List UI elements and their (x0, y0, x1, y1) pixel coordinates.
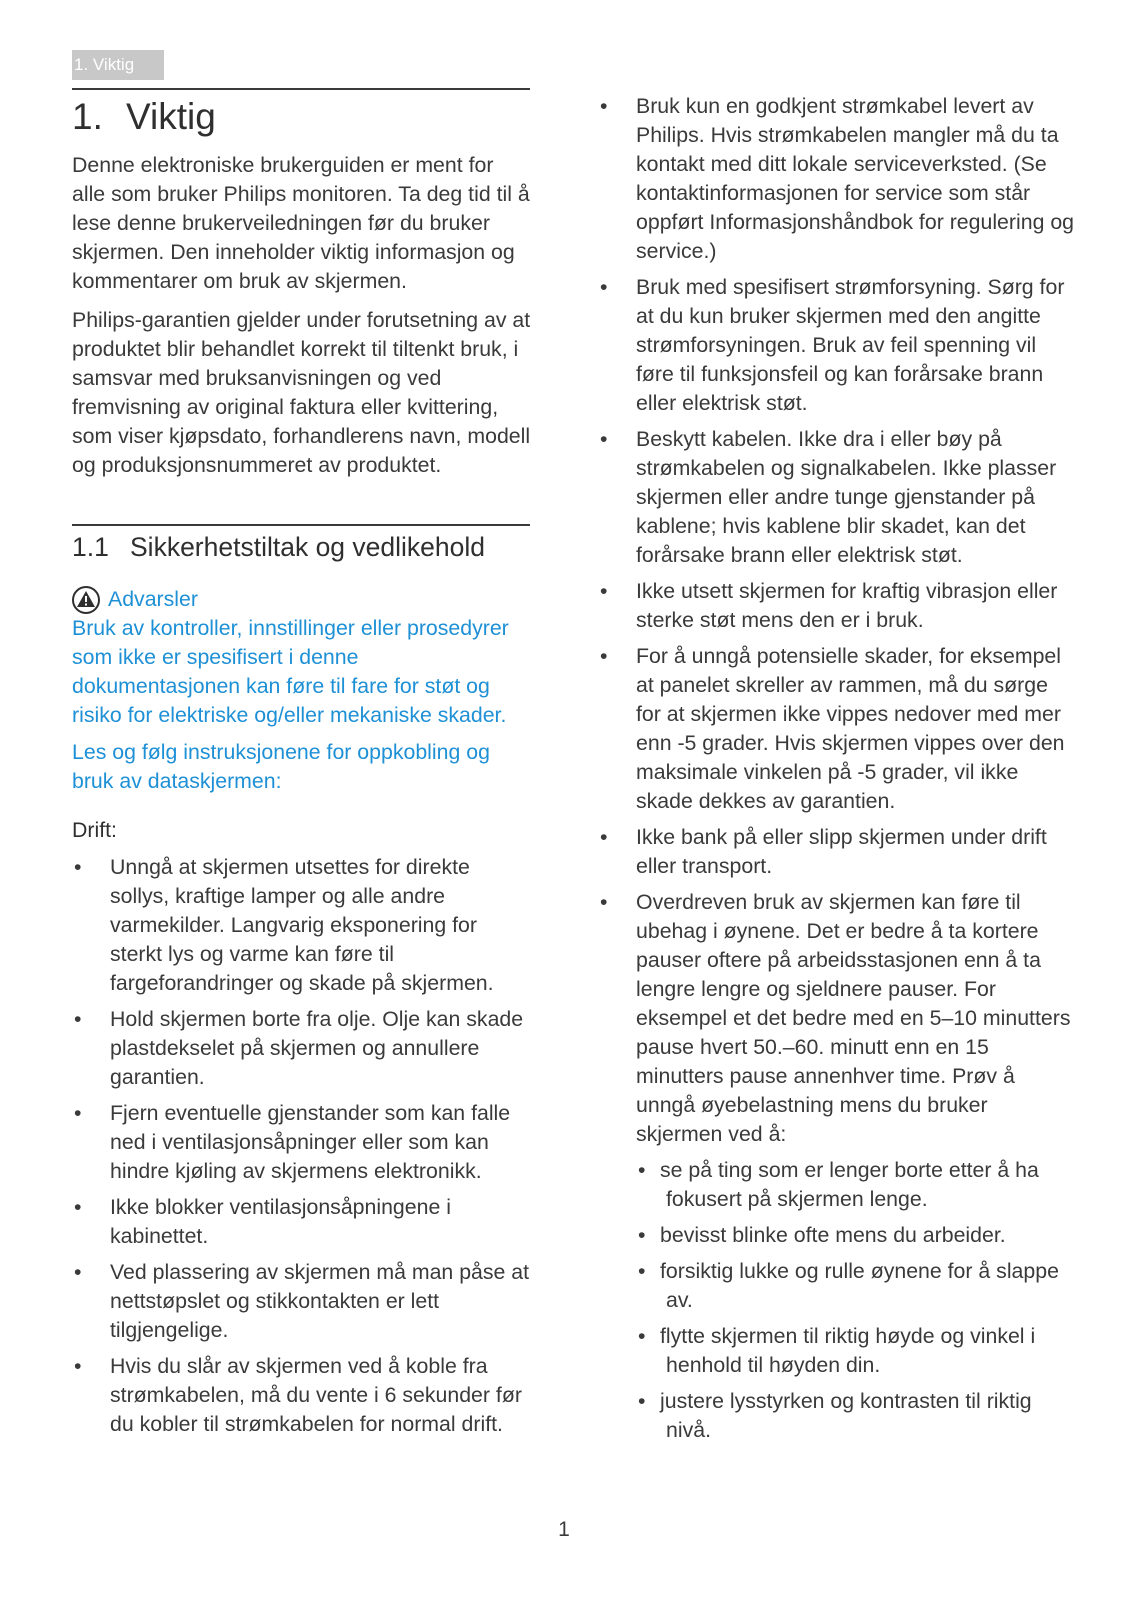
section-rule (72, 524, 530, 526)
list-item: • For å unngå potensielle skader, for eksempel at panelet skreller av rammen, må du sørge for at skjermen ikke vippes nedover med mer enn -5 grader. Hvis skjermen vippes over den maksimale vinkelen på -5 grader, vil ikke skade dekkes av garantien. (598, 642, 1078, 816)
section-heading-text: Sikkerhetstiltak og vedlikehold (130, 532, 485, 562)
header-rule (72, 88, 530, 90)
section-tab: 1. Viktig (72, 50, 164, 80)
sub-list-item: • justere lysstyrken og kontrasten til riktig nivå. (636, 1387, 1078, 1445)
list-item: • Beskytt kabelen. Ikke dra i eller bøy på strømkabelen og signalkabelen. Ikke plasser skjermen eller andre tunge gjenstander på kablene; hvis kablene blir skadet, kan det forårsake brann eller elektrisk støt. (598, 425, 1078, 570)
eye-strain-sublist (636, 1156, 1078, 1445)
list-item: • Ikke utsett skjermen for kraftig vibrasjon eller sterke støt mens den er i bruk. (598, 577, 1078, 635)
list-item: • Hvis du slår av skjermen ved å koble fra strømkabelen, må du vente i 6 sekunder før du kobler til strømkabelen for normal drift. (72, 1352, 532, 1439)
warning-text-1: Bruk av kontroller, innstillinger eller prosedyrer som ikke er spesifisert i denne dokumentasjonen kan føre til fare for støt og risiko for elektriske og/eller mekaniske skader. (72, 616, 509, 727)
list-item: • Unngå at skjermen utsettes for direkte sollys, kraftige lamper og alle andre varmekilder. Langvarig eksponering for sterkt lys og varme kan føre til fargeforandringer og skade på skjermen. (72, 853, 532, 998)
section-heading-number: 1.1 (72, 532, 109, 562)
page-number: 1 (558, 1518, 570, 1541)
list-item-text: Overdreven bruk av skjermen kan føre til ubehag i øynene. Det er bedre å ta kortere pauser oftere på arbeidsstasjonen enn å ta lengre lengre og sjeldnere pauser. For eksempel et det bedre med en 5–10 minutters pause hvert 50.–60. minutt enn en 15 minutters pause annenhver time. Prøv å unngå øyebelastning mens du bruker skjermen ved å: (636, 890, 1071, 1146)
page-title (72, 92, 532, 142)
left-column (72, 92, 532, 1446)
warning-heading (72, 585, 532, 614)
warning-text-2: Les og følg instruksjonene for oppkobling og bruk av dataskjermen: (72, 740, 490, 793)
list-item: • Bruk med spesifisert strømforsyning. Sørg for at du kun bruker skjermen med den angitte strømforsyningen. Bruk av feil spenning vil føre til funksjonsfeil og kan forårsake brann eller elektrisk støt. (598, 273, 1078, 418)
sub-list-item: • flytte skjermen til riktig høyde og vinkel i henhold til høyden din. (636, 1322, 1078, 1380)
operation-list (72, 853, 532, 1439)
list-item: • Bruk kun en godkjent strømkabel levert av Philips. Hvis strømkabelen mangler må du ta kontakt med ditt lokale serviceverksted. (Se kontaktinformasjonen for service som står oppført Informasjonshåndbok for regulering og service.) (598, 92, 1078, 266)
right-column (598, 84, 1078, 1452)
list-item: • Ikke bank på eller slipp skjermen under drift eller transport. (598, 823, 1078, 881)
warning-title: Advarsler (108, 587, 198, 611)
warning-triangle-icon (72, 586, 100, 614)
page-title-number: 1. (72, 96, 103, 137)
page-title-text: Viktig (126, 96, 216, 137)
intro-paragraph-1: Denne elektroniske brukerguiden er ment for alle som bruker Philips monitoren. Ta deg tid til å lese denne brukerveiledningen før du bruker skjermen. Den inneholder viktig informasjon og kommentarer om bruk av skjermen. (72, 153, 530, 293)
list-item: • Ved plassering av skjermen må man påse at nettstøpslet og stikkontakten er lett tilgjengelige. (72, 1258, 532, 1345)
sub-list-item: • forsiktig lukke og rulle øynene for å slappe av. (636, 1257, 1078, 1315)
list-item (598, 888, 1078, 1445)
intro-paragraph-2: Philips-garantien gjelder under forutsetning av at produktet blir behandlet korrekt til tiltenkt bruk, i samsvar med bruksanvisningen og ved fremvisning av original faktura eller kvittering, som viser kjøpsdato, forhandlerens navn, modell og produksjonsnummeret av produktet. (72, 308, 531, 477)
safety-list (598, 92, 1078, 1445)
sub-list-item: • bevisst blinke ofte mens du arbeider. (636, 1221, 1078, 1250)
operation-subheading: Drift: (72, 818, 117, 842)
list-item: • Hold skjermen borte fra olje. Olje kan skade plastdekselet på skjermen og annullere garantien. (72, 1005, 532, 1092)
section-heading (72, 529, 532, 565)
list-item: • Ikke blokker ventilasjonsåpningene i kabinettet. (72, 1193, 532, 1251)
list-item: • Fjern eventuelle gjenstander som kan falle ned i ventilasjonsåpninger eller som kan hindre kjøling av skjermens elektronikk. (72, 1099, 532, 1186)
sub-list-item: • se på ting som er lenger borte etter å ha fokusert på skjermen lenge. (636, 1156, 1078, 1214)
